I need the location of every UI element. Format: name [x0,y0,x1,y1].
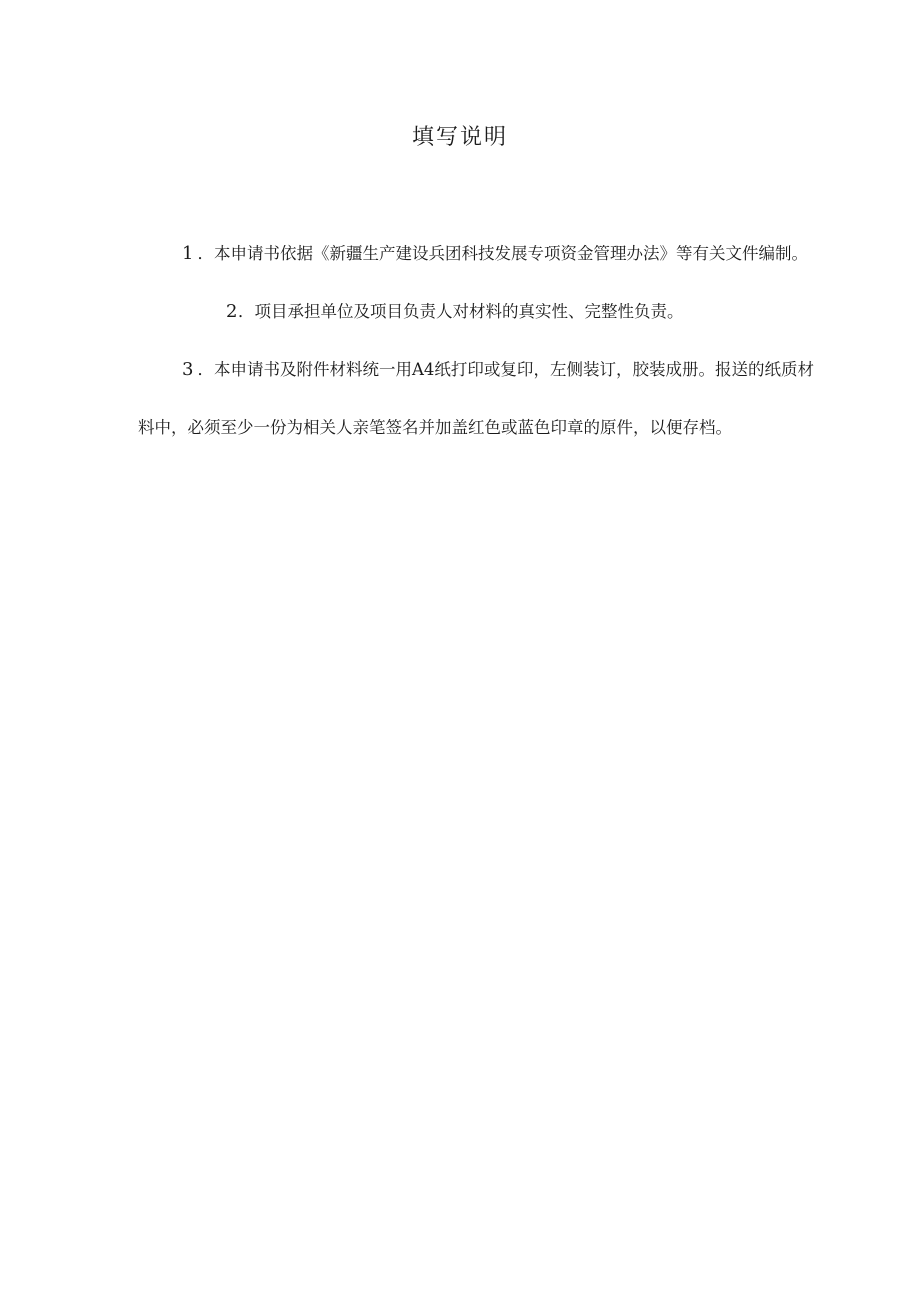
item-text: ．本申请书及附件材料统一用A4纸打印或复印，左侧装订，胶装成册。报送的纸质材料中，必须至少一份为相关人亲笔签名并加盖红色或蓝色印章的原件，以便存档。 [138,360,814,437]
instruction-item-2 [138,283,814,341]
item-number: 3 [182,359,198,380]
instruction-item-1 [138,225,814,283]
instruction-item-3 [138,341,814,457]
item-number: 1 [182,243,198,264]
item-number: 2 [226,301,242,322]
item-text: ．本申请书依据《新疆生产建设兵团科技发展专项资金管理办法》等有关文件编制。 [197,244,808,263]
instructions-list [138,225,814,457]
page-title: 填写说明 [411,125,508,150]
item-text: ．项目承担单位及项目负责人对材料的真实性、完整性负责。 [238,302,684,321]
